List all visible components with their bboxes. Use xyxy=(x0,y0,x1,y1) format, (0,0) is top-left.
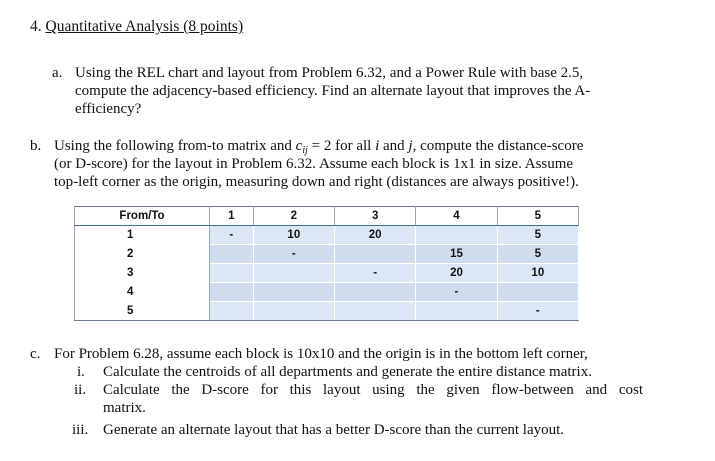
part-b-text-1c: , compute the distance-score xyxy=(412,138,584,154)
matrix-row xyxy=(75,283,579,302)
matrix-header-row xyxy=(75,207,579,226)
part-b-line-3: top-left corner as the origin, measuring down and right (distances are always positive!). xyxy=(54,174,579,190)
matrix-cell xyxy=(210,283,254,302)
matrix-cell xyxy=(416,226,497,245)
matrix-row-label: 5 xyxy=(75,302,210,321)
matrix-cell xyxy=(210,264,254,283)
part-b-and: and xyxy=(379,138,409,154)
matrix-cell: 5 xyxy=(497,245,578,264)
matrix-cell xyxy=(210,302,254,321)
matrix-col-header: 5 xyxy=(497,207,578,226)
matrix-cell: 5 xyxy=(497,226,578,245)
matrix-cell: - xyxy=(416,283,497,302)
matrix-cell xyxy=(334,302,415,321)
part-c-label: c. xyxy=(30,346,41,362)
matrix-cell: - xyxy=(253,245,334,264)
matrix-cell xyxy=(210,245,254,264)
question-title: Quantitative Analysis (8 points) xyxy=(45,18,244,35)
matrix-cell: - xyxy=(334,264,415,283)
matrix-col-header: 3 xyxy=(334,207,415,226)
from-to-matrix xyxy=(74,206,579,321)
part-c-ii-label: ii. xyxy=(74,382,87,398)
part-a-line-2: compute the adjacency-based efficiency. Find an alternate layout that improves the A- xyxy=(75,83,591,99)
question-heading xyxy=(30,18,243,36)
part-b-label: b. xyxy=(30,138,42,154)
part-b-line-2: (or D-score) for the layout in Problem 6.32. Assume each block is 1x1 in size. Assume xyxy=(54,156,574,172)
part-c-iii-text: Generate an alternate layout that has a better D-score than the current layout. xyxy=(103,422,565,438)
matrix-row xyxy=(75,264,579,283)
matrix-col-header: 4 xyxy=(416,207,497,226)
matrix-row-label: 4 xyxy=(75,283,210,302)
matrix-cell xyxy=(416,302,497,321)
matrix-cell xyxy=(253,264,334,283)
matrix-row-label: 2 xyxy=(75,245,210,264)
part-c-i-label: i. xyxy=(77,364,85,380)
part-c-iii-label: iii. xyxy=(72,422,89,438)
part-a-line-3: efficiency? xyxy=(75,101,142,117)
index-j: j xyxy=(408,138,413,154)
matrix-cell xyxy=(497,283,578,302)
matrix-cell: 20 xyxy=(334,226,415,245)
matrix-cell: - xyxy=(497,302,578,321)
part-c-line-1: For Problem 6.28, assume each block is 10x10 and the origin is in the bottom left corner, xyxy=(54,346,588,362)
matrix-cell: 15 xyxy=(416,245,497,264)
matrix-row xyxy=(75,302,579,321)
part-a-line-1: Using the REL chart and layout from Problem 6.32, and a Power Rule with base 2.5, xyxy=(75,65,584,81)
part-b-text-1b: = 2 for all xyxy=(307,138,376,154)
question-number: 4. xyxy=(30,18,42,35)
matrix-corner-label: From/To xyxy=(75,207,210,226)
matrix-cell xyxy=(334,283,415,302)
matrix-col-header: 2 xyxy=(253,207,334,226)
matrix-cell xyxy=(334,245,415,264)
matrix-cell: - xyxy=(210,226,254,245)
part-b-text-1a: Using the following from-to matrix and xyxy=(54,138,296,154)
matrix-cell: 10 xyxy=(253,226,334,245)
cost-subscript: ij xyxy=(302,145,308,156)
matrix-row-label: 1 xyxy=(75,226,210,245)
matrix-row xyxy=(75,226,579,245)
part-c-ii-text-2: matrix. xyxy=(103,400,146,416)
matrix-cell xyxy=(253,302,334,321)
part-c-ii-text-1: Calculate the D-score for this layout using the given flow-between and cost xyxy=(103,382,643,398)
matrix-cell: 20 xyxy=(416,264,497,283)
cost-symbol: c xyxy=(295,138,303,154)
matrix-cell xyxy=(253,283,334,302)
part-c-i-text: Calculate the centroids of all departments and generate the entire distance matrix. xyxy=(103,364,592,380)
matrix-col-header: 1 xyxy=(210,207,254,226)
index-i: i xyxy=(375,138,380,154)
part-a-label: a. xyxy=(52,65,63,81)
matrix-row xyxy=(75,245,579,264)
matrix-cell: 10 xyxy=(497,264,578,283)
matrix-row-label: 3 xyxy=(75,264,210,283)
